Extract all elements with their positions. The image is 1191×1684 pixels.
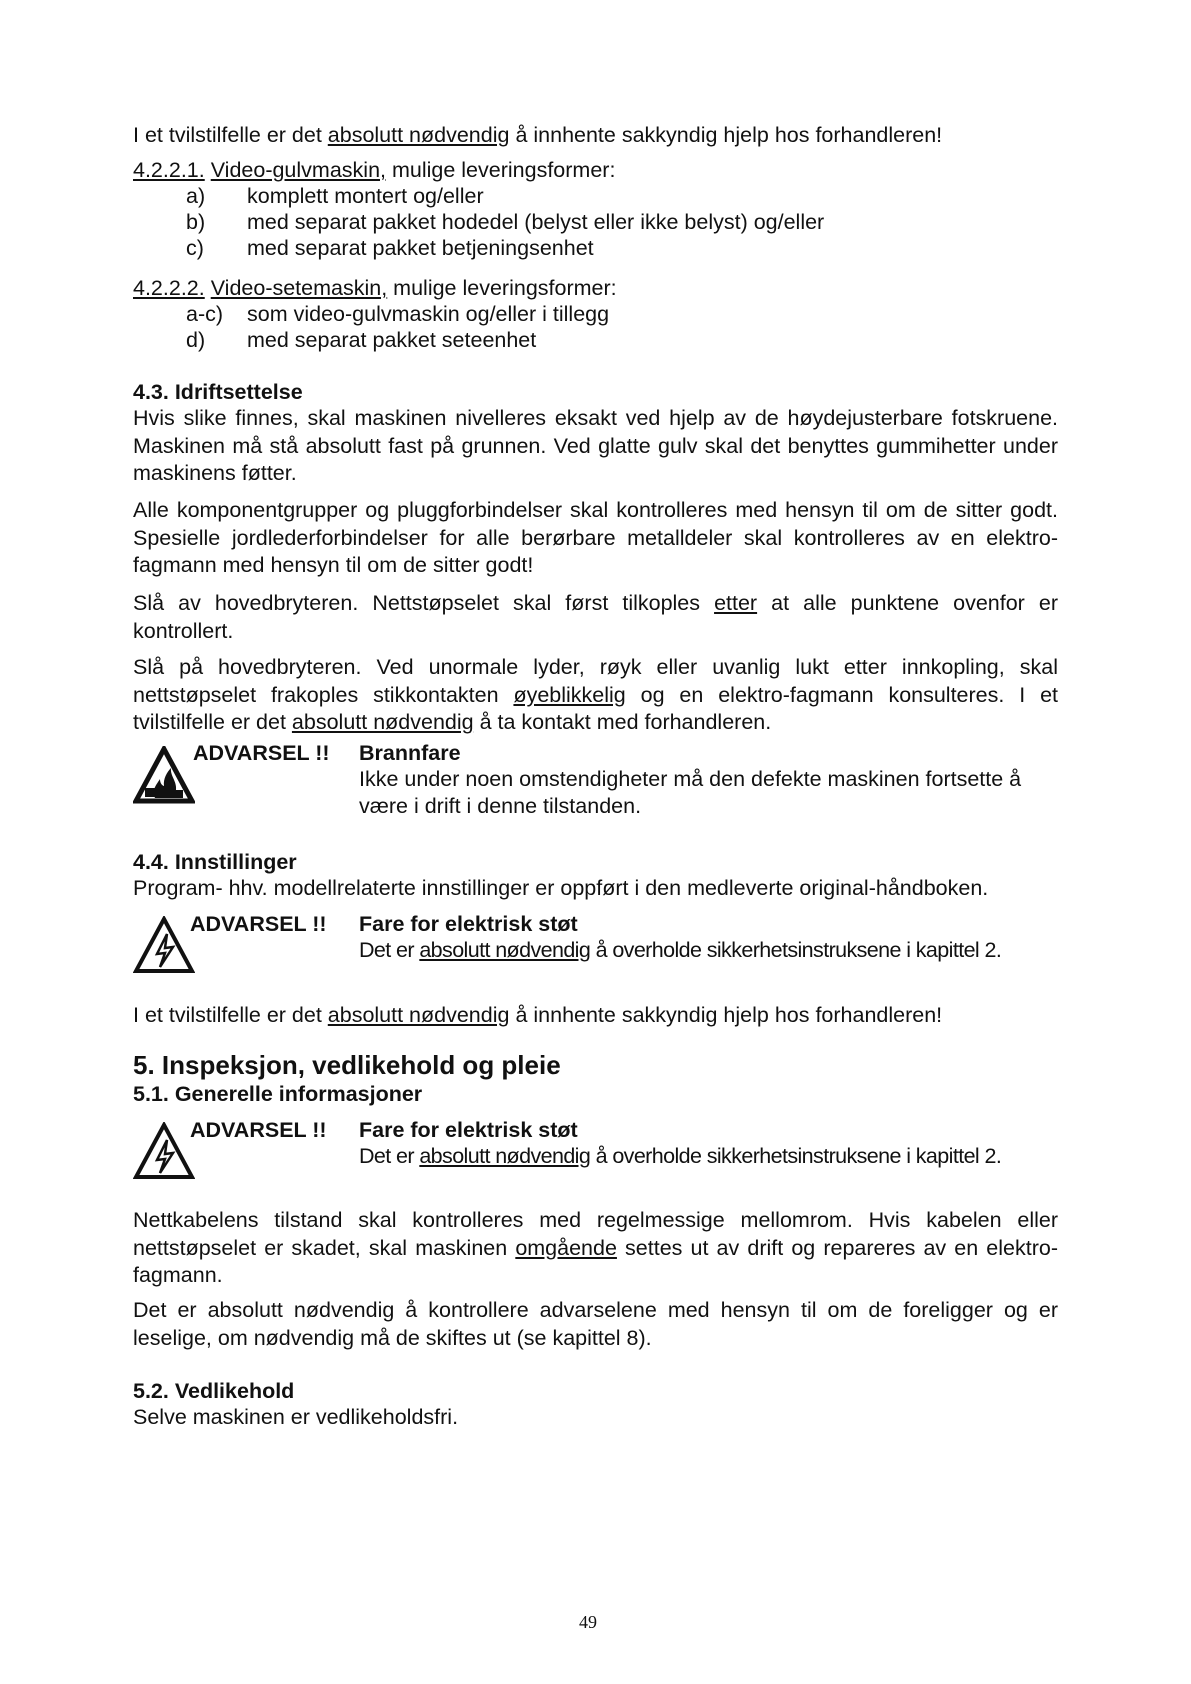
warning-body-text: å overholde sikkerhetsinstruksene i kapittel 2. <box>590 938 1002 962</box>
list-item <box>186 235 204 262</box>
warning-title: Fare for elektrisk støt <box>359 1118 578 1142</box>
warning-body-text: å overholde sikkerhetsinstruksene i kapittel 2. <box>590 1144 1002 1168</box>
warning-body-text: Det er <box>359 1144 420 1168</box>
paragraph-text: at alle punktene ovenfor er kontrollert. <box>133 591 1059 643</box>
warning-body-emphasis: absolutt nødvendig <box>419 938 591 962</box>
electric-shock-warning-icon <box>133 916 195 974</box>
paragraph-emphasis: øyeblikkelig <box>513 682 626 707</box>
list-item <box>186 183 205 210</box>
list-item-label: b) <box>186 210 206 234</box>
paragraph-emphasis: omgående <box>515 1235 617 1260</box>
intro-text-end: å innhente sakkyndig hjelp hos forhandleren! <box>509 123 943 147</box>
subsection-rest: mulige leveringsformer: <box>387 276 617 300</box>
list-item-text: som video-gulvmaskin og/eller i tillegg <box>247 302 610 326</box>
subsection-rest: mulige leveringsformer: <box>386 158 616 182</box>
paragraph-emphasis: absolutt nødvendig <box>291 710 474 734</box>
section-heading-4-4: 4.4. Innstillinger <box>133 850 297 874</box>
paragraph-text: og en elektro-fagmann konsulteres. I et tvilstilfelle er det <box>133 682 1059 734</box>
subsection-title: Video-gulvmaskin, <box>210 158 386 182</box>
warning-body: Ikke under noen omstendigheter må den defekte maskinen fortsette å være i drift i denne tilstanden. <box>359 767 1022 818</box>
warning-title: Brannfare <box>359 741 461 765</box>
paragraph-text: settes ut av drift og repareres av en elektro-fagmann. <box>133 1235 1058 1287</box>
paragraph-text: Nettkabelens tilstand skal kontrolleres med regelmessige mellomrom. Hvis kabelen eller nettstøpselet er skadet, skal maskinen <box>133 1208 1058 1260</box>
paragraph-emphasis: etter <box>714 591 758 615</box>
warning-body-emphasis: absolutt nødvendig <box>419 1144 591 1168</box>
paragraph <box>133 654 1058 737</box>
list-item-text: med separat pakket betjeningsenhet <box>247 236 594 260</box>
list-item-label: d) <box>186 328 206 352</box>
warning-title: Fare for elektrisk støt <box>359 912 578 936</box>
paragraph: Program- hhv. modellrelaterte innstillinger er oppført i den medleverte original-håndboken. <box>133 876 989 900</box>
caution-text: I et tvilstilfelle er det <box>133 1003 328 1027</box>
paragraph <box>133 590 1058 645</box>
chapter-heading-5: 5. Inspeksjon, vedlikehold og pleie <box>133 1050 561 1080</box>
caution-emphasis: absolutt nødvendig <box>327 1003 510 1027</box>
list-item-label: c) <box>186 236 204 260</box>
warning-body <box>359 1143 1061 1170</box>
electric-shock-warning-icon <box>133 1122 195 1180</box>
warning-body-text: Det er <box>359 938 420 962</box>
paragraph <box>133 1207 1058 1290</box>
caution-line <box>133 1002 942 1029</box>
list-item-text: med separat pakket hodedel (belyst eller ikke belyst) og/eller <box>247 210 825 234</box>
page-number: 49 <box>579 1612 597 1632</box>
list-item <box>186 327 205 354</box>
list-item-label: a-c) <box>186 302 224 326</box>
intro-line <box>133 122 942 149</box>
intro-text: I et tvilstilfelle er det <box>133 123 328 147</box>
warning-label: ADVARSEL !! <box>193 741 330 765</box>
list-item-text: med separat pakket seteenhet <box>247 328 537 352</box>
subsection-number: 4.2.2.2. <box>133 276 205 300</box>
section-heading-5-1: 5.1. Generelle informasjoner <box>133 1082 423 1106</box>
paragraph: Det er absolutt nødvendig å kontrollere advarselene med hensyn til om de foreligger og er leselige, om nødvendig må de skiftes ut (se kapittel 8). <box>133 1298 1058 1350</box>
list-item <box>186 301 223 328</box>
warning-label: ADVARSEL !! <box>190 1118 327 1142</box>
section-heading-5-2: 5.2. Vedlikehold <box>133 1379 295 1403</box>
paragraph-text: Slå på hovedbryteren. Ved unormale lyder, røyk eller uvanlig lukt etter innkopling, skal nettstøpselet frakoples stikkontakten <box>133 655 1058 707</box>
subsection-4221-heading <box>133 157 615 184</box>
list-item-label: a) <box>186 184 206 208</box>
subsection-4222-heading <box>133 275 617 302</box>
list-item-text: komplett montert og/eller <box>247 184 484 208</box>
list-item <box>186 209 205 236</box>
fire-warning-icon <box>133 746 195 804</box>
subsection-title: Video-setemaskin, <box>210 276 388 300</box>
paragraph-text: Slå av hovedbryteren. Nettstøpselet skal først tilkoples <box>133 591 715 615</box>
subsection-number: 4.2.2.1. <box>133 158 205 182</box>
intro-emphasis: absolutt nødvendig <box>327 123 510 147</box>
paragraph: Selve maskinen er vedlikeholdsfri. <box>133 1405 459 1429</box>
paragraph: Alle komponentgrupper og pluggforbindelser skal kontrolleres med hensyn til om de sitter godt. Spesielle jordlederforbindelser for alle berørbare metalldeler skal kontrolleres av en elektro-fagmann med hensyn til om de sitter godt! <box>133 498 1058 577</box>
warning-label: ADVARSEL !! <box>190 912 327 936</box>
paragraph-text: å ta kontakt med forhandleren. <box>473 710 772 734</box>
warning-body <box>359 937 1061 964</box>
section-heading-4-3: 4.3. Idriftsettelse <box>133 380 303 404</box>
paragraph: Hvis slike finnes, skal maskinen nivelleres eksakt ved hjelp av de høydejusterbare fotskruene. Maskinen må stå absolutt fast på grunnen. Ved glatte gulv skal det benyttes gummihetter under maskinens føtter. <box>133 406 1058 485</box>
caution-text-end: å innhente sakkyndig hjelp hos forhandleren! <box>509 1003 943 1027</box>
